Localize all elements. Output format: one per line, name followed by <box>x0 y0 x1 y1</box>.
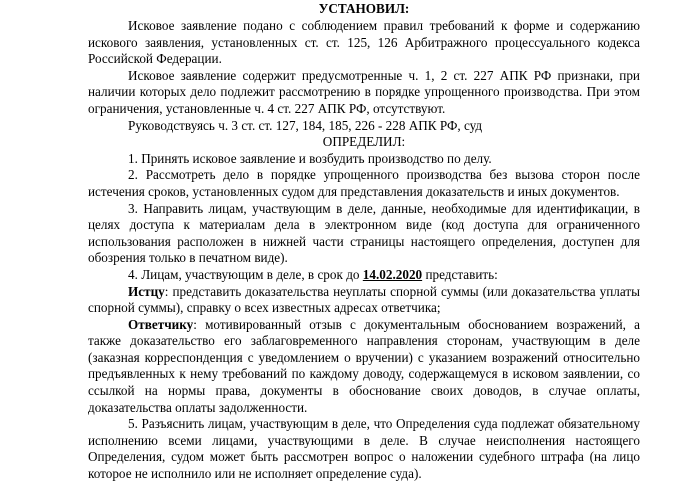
heading-decided: ОПРЕДЕЛИЛ: <box>322 134 406 150</box>
item-simplified-review: 2. Рассмотреть дело в порядке упрощенного производства без вызова сторон после истечения сроков, установленных судом для представления доказательств и иных документов. <box>88 167 640 199</box>
defendant-label: Ответчику <box>128 316 194 332</box>
paragraph-form-compliance: Исковое заявление подано с соблюдением правил требований к форме и содержанию искового заявления, установленных ст. ст. 125, 126 Арбитражного процессуального кодекса Российской Федерации. <box>88 18 640 67</box>
defendant-text: : мотивированный отзыв с документальным обоснованием возражений, а также доказательство его заблаговременного направления сторонам, участвующим в деле (заказная корреспонденция с уведомлением о вручении) с указанием возражений относительно предъявленных к нему требований по каждому доводу, содержащемуся в исковом заявлении, со ссылкой на нормы права, документы в обоснование своих доводов, в случае оплаты, доказательства оплаты задолженности. <box>88 316 640 415</box>
item-clarify-obligations: 5. Разъяснить лицам, участвующим в деле, что Определения суда подлежат обязательному исполнению всеми лицами, участвующими в деле. В случае неисполнения настоящего Определения, судом может быть рассмотрен вопрос о наложении судебного штрафа (на лицо которое не исполнило или не исполняет определение суда). <box>88 416 640 482</box>
plaintiff-instructions <box>88 284 640 317</box>
plaintiff-text: : представить доказательства неуплаты спорной суммы (или доказательства уплаты спорной суммы), справку о всех известных адресах ответчика; <box>88 283 640 316</box>
item-send-access-data: 3. Направить лицам, участвующим в деле, данные, необходимые для идентификации, в целях доступа к материалам дела в электронном виде (код доступа для ограниченного использования расположен в нижней части страницы настоящего определения, доступен для обозрения только в печатном виде). <box>88 200 640 266</box>
item4-prefix: 4. Лицам, участвующим в деле, в срок до <box>128 266 363 282</box>
defendant-instructions <box>88 317 640 417</box>
item-submit-deadline <box>88 267 640 284</box>
item-accept-claim: 1. Принять исковое заявление и возбудить производство по делу. <box>128 150 492 166</box>
item4-suffix: представить: <box>422 266 498 282</box>
plaintiff-label: Истцу <box>128 283 165 299</box>
document-page <box>88 0 640 483</box>
deadline-date: 14.02.2020 <box>362 266 423 282</box>
heading-established: УСТАНОВИЛ: <box>318 1 410 16</box>
paragraph-simplified-procedure: Исковое заявление содержит предусмотренные ч. 1, 2 ст. 227 АПК РФ признаки, при наличии которых дело подлежит рассмотрению в порядке упрощенного производства. При этом ограничения, установленные ч. 4 ст. 227 АПК РФ, отсутствуют. <box>88 67 640 116</box>
paragraph-guided-by: Руководствуясь ч. 3 ст. ст. 127, 184, 185, 226 - 228 АПК РФ, суд <box>128 117 483 133</box>
